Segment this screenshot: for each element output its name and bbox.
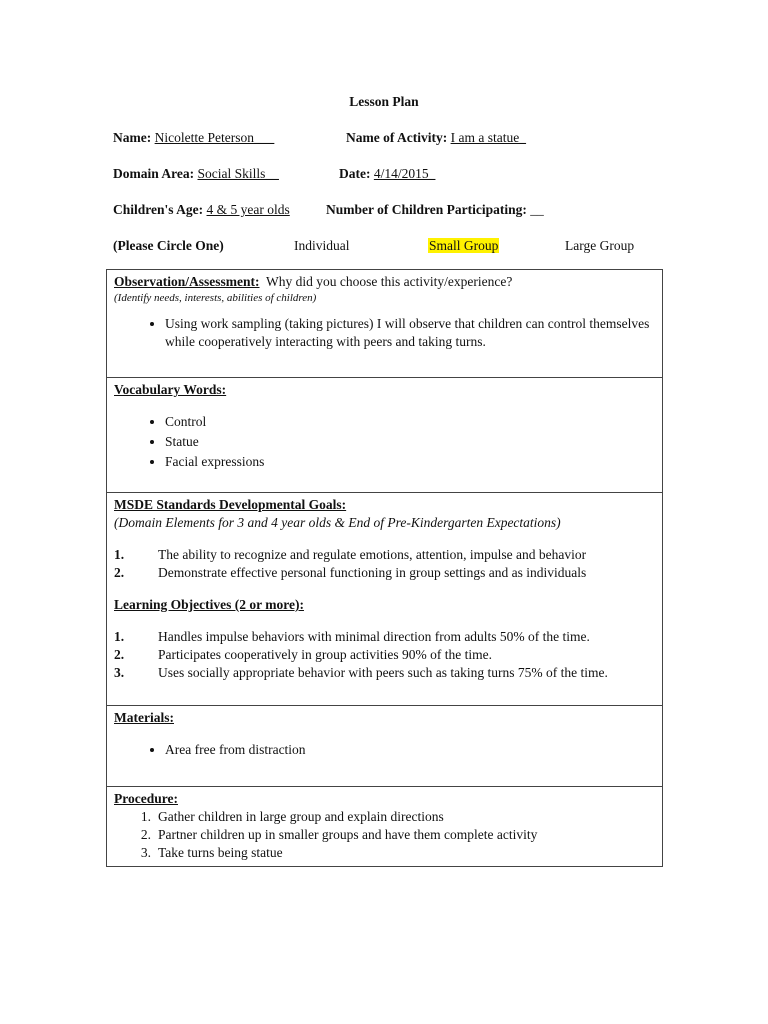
standards-subheading: (Domain Elements for 3 and 4 year olds & End of Pre-Kindergarten Expectations) bbox=[114, 515, 561, 530]
option-large-group: Large Group bbox=[565, 238, 635, 253]
vocabulary-list bbox=[114, 413, 655, 471]
objective-row: 1. Handles impulse behaviors with minimal direction from adults 50% of the time. bbox=[114, 629, 590, 644]
objectives-heading: Learning Objectives (2 or more): bbox=[114, 597, 304, 612]
domain-field bbox=[113, 166, 279, 182]
circle-label: (Please Circle One) bbox=[113, 238, 224, 253]
observation-bullets bbox=[114, 315, 655, 351]
materials-list bbox=[114, 741, 655, 759]
domain-value: Social Skills__ bbox=[197, 166, 279, 181]
date-field bbox=[339, 166, 435, 182]
name-value: Nicolette Peterson___ bbox=[154, 130, 275, 145]
activity-label: Name of Activity: bbox=[346, 130, 448, 145]
procedure-step: 3. Take turns being statue bbox=[140, 845, 283, 860]
date-label: Date: bbox=[339, 166, 371, 181]
materials-row bbox=[107, 706, 663, 787]
materials-cell bbox=[107, 706, 663, 787]
observation-row bbox=[107, 270, 663, 378]
age-field bbox=[113, 202, 290, 218]
count-field bbox=[326, 202, 544, 218]
standards-heading: MSDE Standards Developmental Goals: bbox=[114, 497, 347, 512]
name-field bbox=[113, 130, 274, 146]
domain-label: Domain Area: bbox=[113, 166, 195, 181]
age-value: 4 & 5 year olds bbox=[206, 202, 290, 217]
date-value: 4/14/2015_ bbox=[373, 166, 436, 181]
procedure-step: 2. Partner children up in smaller groups and have them complete activity bbox=[140, 827, 538, 842]
materials-heading: Materials: bbox=[114, 710, 174, 725]
list-item: • Control bbox=[165, 413, 655, 431]
option-individual: Individual bbox=[294, 238, 350, 253]
name-label: Name: bbox=[113, 130, 152, 145]
page-title: Lesson Plan bbox=[349, 94, 419, 109]
list-item: • Area free from distraction bbox=[165, 741, 655, 759]
procedure-heading: Procedure: bbox=[114, 791, 178, 806]
goal-row: 1. The ability to recognize and regulate emotions, attention, impulse and behavior bbox=[114, 547, 587, 562]
vocabulary-row bbox=[107, 378, 663, 493]
observation-cell bbox=[107, 270, 663, 378]
option-small-group bbox=[428, 238, 499, 254]
option-small-group-highlight: Small Group bbox=[429, 238, 499, 253]
observation-question: Why did you choose this activity/experience? bbox=[266, 274, 513, 289]
procedure-step: 1. Gather children in large group and explain directions bbox=[140, 809, 444, 824]
list-item: • Using work sampling (taking pictures) I will observe that children can control themselves while cooperatively interacting with peers and taking turns. bbox=[165, 315, 655, 351]
procedure-row bbox=[107, 787, 663, 867]
goal-row: 2. Demonstrate effective personal functioning in group settings and as individuals bbox=[114, 565, 587, 580]
standards-row bbox=[107, 493, 663, 706]
activity-field bbox=[346, 130, 526, 146]
age-label: Children's Age: bbox=[113, 202, 204, 217]
list-item: • Facial expressions bbox=[165, 453, 655, 471]
count-label: Number of Children Participating: bbox=[326, 202, 527, 217]
vocabulary-heading: Vocabulary Words: bbox=[114, 382, 227, 397]
vocabulary-cell bbox=[107, 378, 663, 493]
objective-row: 3. Uses socially appropriate behavior with peers such as taking turns 75% of the time. bbox=[114, 665, 608, 680]
count-value: __ bbox=[530, 202, 544, 217]
activity-value: I am a statue_ bbox=[450, 130, 526, 145]
lesson-table bbox=[106, 269, 663, 867]
standards-cell bbox=[107, 493, 663, 706]
objective-row: 2. Participates cooperatively in group activities 90% of the time. bbox=[114, 647, 493, 662]
list-item: • Statue bbox=[165, 433, 655, 451]
procedure-cell bbox=[107, 787, 663, 867]
observation-heading: Observation/Assessment: bbox=[114, 274, 260, 289]
observation-note: (Identify needs, interests, abilities of children) bbox=[114, 292, 317, 304]
